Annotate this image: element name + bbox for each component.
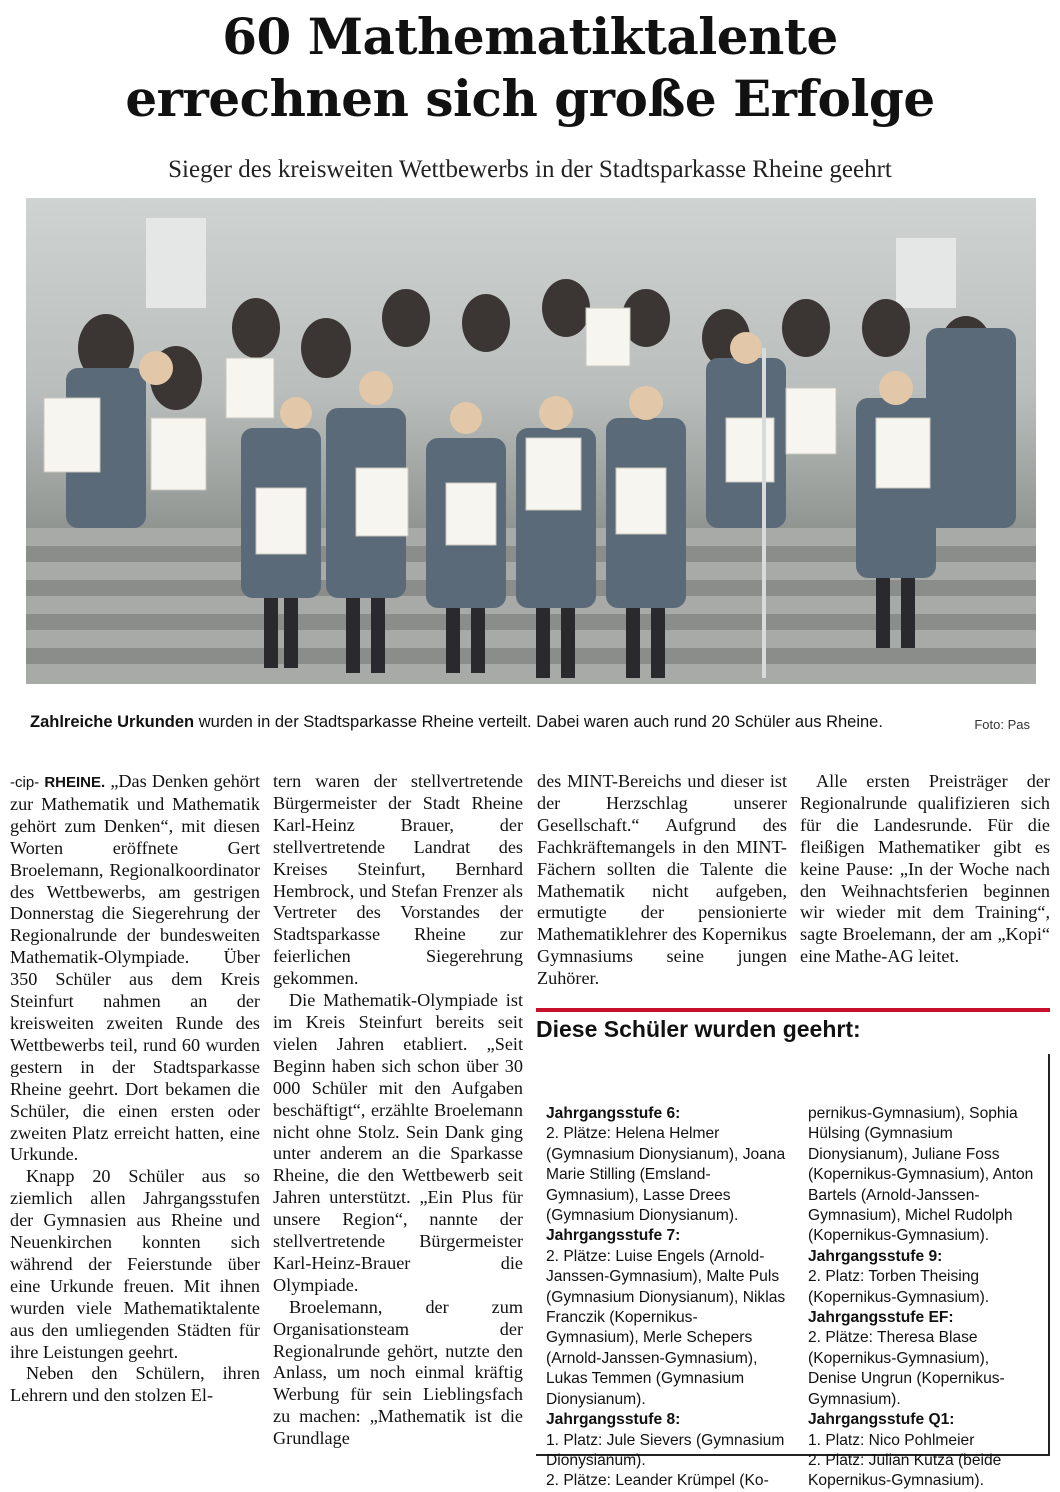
group-photo-illustration [26, 198, 1036, 684]
headline-line-1: 60 Mathematiktalente [222, 7, 838, 66]
paragraph: des MINT-Bereichs und dieser ist der Herzschlag unserer Gesellschaft.“ Aufgrund des Fachkräftemangels in den MINT-Fächern sollten die Talente die Mathematik nicht aufgeben, ermutigte der pensionierte Mathematiklehrer des Kopernikus Gymnasiums seine jungen Zuhörer. [537, 771, 787, 989]
paragraph: Knapp 20 Schüler aus so ziemlich allen Jahrgangsstufen der Gymnasien aus Rheine und Neuenkirchen konnten sich während der Feierstunde über eine Urkunde freuen. Mit ihnen wurden viele Mathematiktalente aus den umliegenden Städten für ihre Leistungen geehrt. [10, 1166, 260, 1362]
grade-heading: Jahrgangsstufe EF: [808, 1309, 954, 1327]
grade-heading: Jahrgangsstufe 8: [546, 1411, 681, 1429]
photo-caption [30, 713, 1030, 732]
author-tag: -cip- [10, 774, 40, 791]
paragraph: Neben den Schülern, ihren Lehrern und den stolzen El- [10, 1363, 260, 1406]
honoree-entry: 2. Platz: Julian Kutza (beide Kopernikus-Gymnasium). [808, 1451, 1002, 1490]
grade-heading: Jahrgangsstufe Q1: [808, 1411, 955, 1429]
box-column-1 [546, 1104, 786, 1492]
article-column-4 [800, 771, 1050, 968]
grade-heading: Jahrgangsstufe 9: [808, 1247, 943, 1265]
honoree-entry: 1. Platz: Jule Sievers (Gymnasium Dionysianum). [546, 1431, 785, 1469]
box-column-2 [808, 1104, 1040, 1492]
article-column-1 [10, 771, 260, 1407]
paragraph: -cip- RHEINE. „Das Denken gehört zur Mathematik und Mathematik gehört zum Denken“, mit diesen Worten eröffnete Gert Broelemann, Regionalkoordinator des Wettbewerbs, am gestrigen Donnerstag die Siegerehrung der Regionalrunde der bundesweiten Mathematik-Olympiade. Über 350 Schüler aus dem Kreis Steinfurt nahmen an der kreisweiten zweiten Runde des Wettbewerbs teil, rund 60 wurden gestern in der Stadtsparkasse Rheine geehrt. Dort bekamen die Schüler, die einen ersten oder zweiten Platz erreicht hatten, eine Urkunde. [10, 771, 261, 1165]
honoree-entry: 2. Platz: Torben Theising (Kopernikus-Gymnasium). [808, 1268, 990, 1306]
caption-text: wurden in der Stadtsparkasse Rheine verteilt. Dabei waren auch rund 20 Schüler aus Rheine. [198, 713, 883, 731]
honoree-entry: 2. Plätze: Luise Engels (Arnold-Janssen-Gymnasium), Malte Puls (Gymnasium Dionysianum), Niklas Franczik (Kopernikus-Gymnasium), Merle Schepers (Arnold-Janssen-Gymnasium), Lukas Temmen (Gymnasium Dionysianum). [546, 1247, 786, 1408]
grade-heading: Jahrgangsstufe 7: [546, 1227, 681, 1245]
honoree-entry: 2. Plätze: Leander Krümpel (Ko- [546, 1472, 769, 1490]
paragraph: tern waren der stellvertretende Bürgermeister der Stadt Rheine Karl-Heinz Brauer, der stellvertretende Landrat des Kreises Steinfurt, Bernhard Hembrock, und Stefan Frenzer als Vertreter des Vorstandes der Stadtsparkasse Rheine zur feierlichen Siegerehrung gekommen. [273, 771, 523, 989]
dateline: RHEINE. [44, 774, 106, 791]
group-photo [26, 198, 1036, 684]
paragraph: Broelemann, der zum Organisationsteam der Regionalrunde gehört, nutzte den Anlass, um noch einmal kräftig Werbung für sein Lieblingsfach zu machen: „Mathematik ist die Grundlage [273, 1296, 523, 1449]
photo-credit: Foto: Pas [974, 717, 1030, 732]
caption-lead: Zahlreiche Urkunden [30, 713, 195, 731]
headline-line-2: errechnen sich große Erfolge [125, 69, 935, 128]
box-title: Diese Schüler wurden geehrt: [536, 1016, 861, 1042]
paragraph: Die Mathematik-Olympiade ist im Kreis Steinfurt bereits seit vielen Jahren etabliert. „Seit Beginn haben sich schon über 30 000 Schüler mit den Aufgaben beschäftigt“, erzählte Broelemann nicht ohne Stolz. Sein Dank ging unter anderem an die Sparkasse Rheine, die den Wettbewerb seit Jahren unterstützt. „Ein Plus für unsere Region“, nannte der stellvertretende Bürgermeister Karl-Heinz-Brauer die Olympiade. [273, 990, 523, 1295]
article-column-2 [273, 771, 523, 1450]
grade-heading: Jahrgangsstufe 6: [546, 1105, 681, 1122]
honoree-entry: pernikus-Gymnasium), Sophia Hülsing (Gymnasium Dionysianum), Juliane Foss (Kopernikus-Gymnasium), Anton Bartels (Arnold-Janssen-Gymnasium), Michel Rudolph (Kopernikus-Gymnasium). [808, 1105, 1034, 1245]
subheadline: Sieger des kreisweiten Wettbewerbs in der Stadtsparkasse Rheine geehrt [168, 156, 892, 183]
paragraph: Alle ersten Preisträger der Regionalrunde qualifizieren sich für die Landesrunde. Für die fleißigen Mathematiker gibt es keine Pause: „In der Woche nach den Weihnachtsferien beginnen wir wieder mit dem Training“, sagte Broelemann, der am „Kopi“ eine Mathe-AG leitet. [800, 771, 1050, 967]
honoree-entry: 1. Platz: Nico Pohlmeier [808, 1431, 975, 1449]
honoree-entry: 2. Plätze: Theresa Blase (Kopernikus-Gymnasium), Denise Ungrun (Kopernikus-Gymnasium). [808, 1329, 1005, 1408]
article-column-3 [537, 771, 787, 990]
honoree-entry: 2. Plätze: Helena Helmer (Gymnasium Dionysianum), Joana Marie Stilling (Emsland-Gymnasium), Lasse Drees (Gymnasium Dionysianum). [546, 1125, 786, 1225]
headline [0, 6, 1060, 130]
